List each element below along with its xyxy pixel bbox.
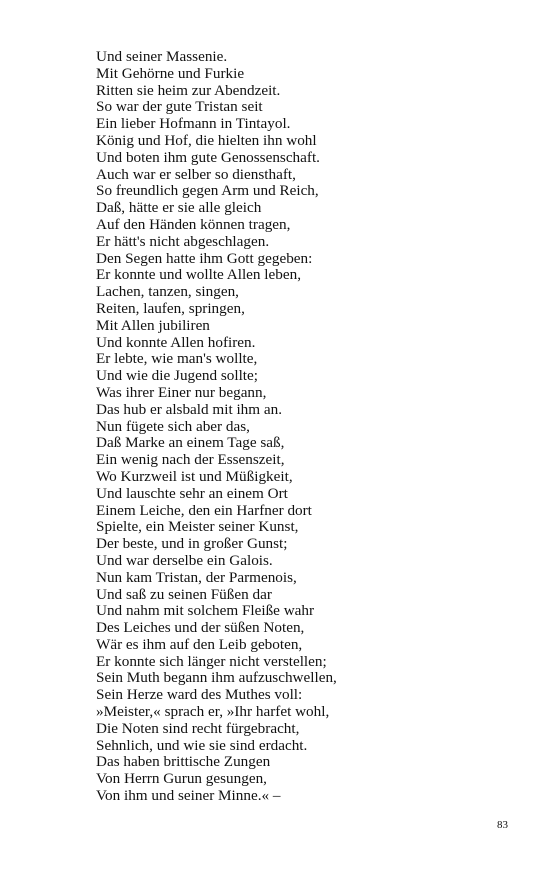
poem-line: Daß Marke an einem Tage saß, bbox=[96, 434, 285, 452]
poem-line: Des Leiches und der süßen Noten, bbox=[96, 619, 305, 637]
poem-line: Der beste, und in großer Gunst; bbox=[96, 535, 288, 553]
poem-line: Sein Muth begann ihm aufzuschwellen, bbox=[96, 669, 337, 687]
poem-line: Er konnte und wollte Allen leben, bbox=[96, 266, 301, 284]
poem-line: Und war derselbe ein Galois. bbox=[96, 551, 273, 569]
poem-line: Nun fügete sich aber das, bbox=[96, 417, 250, 435]
poem-line: Die Noten sind recht fürgebracht, bbox=[96, 719, 300, 737]
poem-line: Auch war er selber so diensthaft, bbox=[96, 165, 296, 183]
poem-line: Das hub er alsbald mit ihm an. bbox=[96, 400, 283, 418]
poem-line: Und konnte Allen hofiren. bbox=[96, 333, 256, 351]
poem-line: Sein Herze ward des Muthes voll: bbox=[96, 686, 303, 704]
poem-line: Einem Leiche, den ein Harfner dort bbox=[96, 501, 312, 519]
poem-line: Sehnlich, und wie sie sind erdacht. bbox=[96, 736, 308, 754]
poem-line: Was ihrer Einer nur begann, bbox=[96, 383, 267, 401]
poem-line: Reiten, laufen, springen, bbox=[96, 299, 245, 317]
page-number: 83 bbox=[497, 819, 508, 831]
poem-line: Und boten ihm gute Genossenschaft. bbox=[96, 148, 320, 166]
poem-line: Und wie die Jugend sollte; bbox=[96, 367, 258, 385]
poem-line: Ritten sie heim zur Abendzeit. bbox=[96, 81, 281, 99]
poem-line: »Meister,« sprach er, »Ihr harfet wohl, bbox=[96, 703, 330, 721]
poem-line: Daß, hätte er sie alle gleich bbox=[96, 199, 262, 217]
poem-line: So freundlich gegen Arm und Reich, bbox=[96, 182, 319, 200]
poem-line: Ein lieber Hofmann in Tintayol. bbox=[96, 115, 291, 133]
poem-line: Das haben brittische Zungen bbox=[96, 753, 271, 771]
poem-line: Und saß zu seinen Füßen dar bbox=[96, 585, 272, 603]
poem-line: Wo Kurzweil ist und Müßigkeit, bbox=[96, 467, 293, 485]
poem-line: Lachen, tanzen, singen, bbox=[96, 283, 239, 301]
poem-line: Und seiner Massenie. bbox=[96, 48, 228, 65]
poem-line: Ein wenig nach der Essenszeit, bbox=[96, 451, 285, 469]
poem-line: Mit Allen jubiliren bbox=[96, 316, 210, 334]
poem-line: Von ihm und seiner Minne.« – bbox=[96, 787, 281, 805]
poem-line: Spielte, ein Meister seiner Kunst, bbox=[96, 518, 299, 536]
poem-line: Wär es ihm auf den Leib geboten, bbox=[96, 635, 303, 653]
poem-line: Und lauschte sehr an einem Ort bbox=[96, 484, 288, 502]
poem-line: Den Segen hatte ihm Gott gegeben: bbox=[96, 249, 313, 267]
poem-line: Er konnte sich länger nicht verstellen; bbox=[96, 652, 327, 670]
poem-line: Auf den Händen können tragen, bbox=[96, 215, 291, 233]
poem-line: Er hätt's nicht abgeschlagen. bbox=[96, 232, 270, 250]
poem-line: Mit Gehörne und Furkie bbox=[96, 64, 245, 82]
poem-line: Er lebte, wie man's wollte, bbox=[96, 350, 258, 368]
poem-line: Nun kam Tristan, der Parmenois, bbox=[96, 568, 297, 586]
poem-line: Von Herrn Gurun gesungen, bbox=[96, 770, 267, 788]
poem-line: Und nahm mit solchem Fleiße wahr bbox=[96, 602, 315, 620]
poem-line: König und Hof, die hielten ihn wohl bbox=[96, 131, 317, 149]
poem-line: So war der gute Tristan seit bbox=[96, 98, 263, 116]
poem-text bbox=[96, 49, 496, 805]
